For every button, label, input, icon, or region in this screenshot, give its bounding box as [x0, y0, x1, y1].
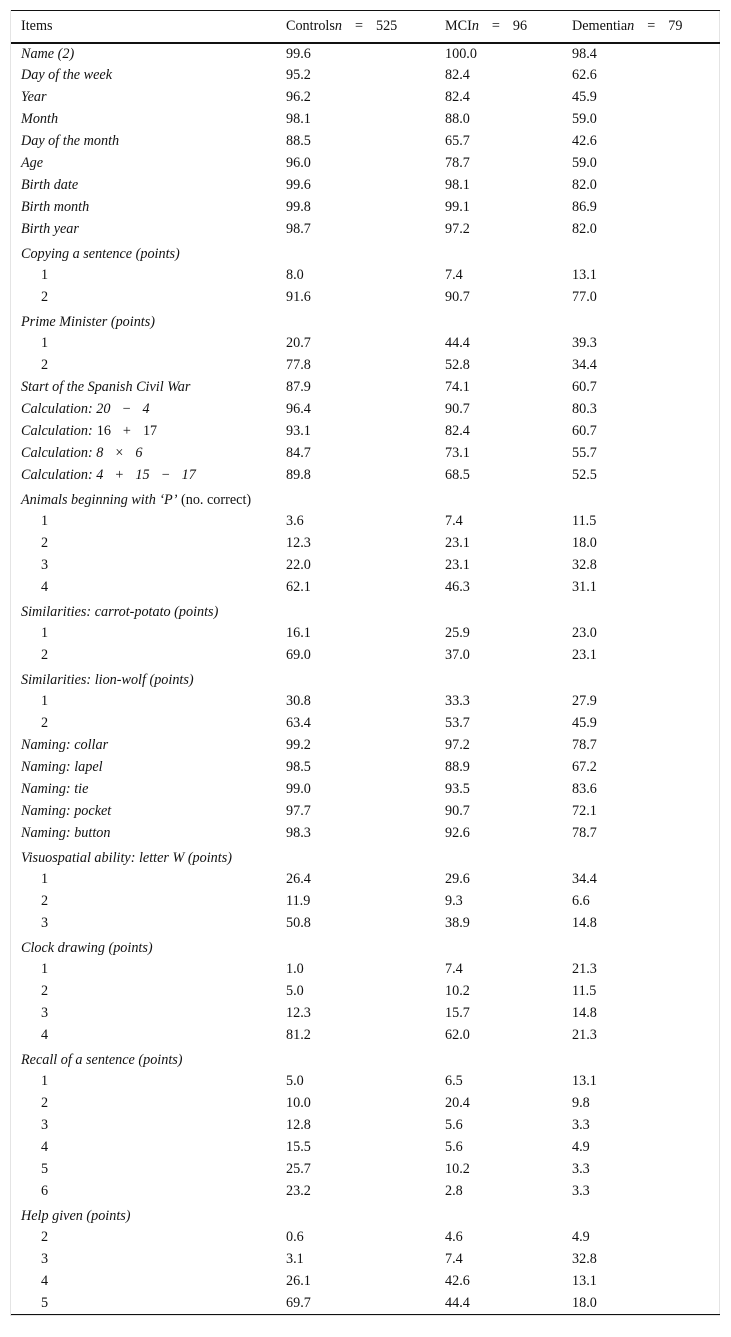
- value-controls: 98.7: [286, 221, 311, 237]
- value-mci: 99.1: [445, 199, 470, 215]
- value-dementia: 23.0: [572, 625, 597, 641]
- value-controls: 0.6: [286, 1229, 304, 1245]
- value-mci: 42.6: [445, 1273, 470, 1289]
- operator: +: [115, 467, 124, 483]
- row-label: Birth date: [21, 177, 79, 193]
- value-controls: 99.2: [286, 737, 311, 753]
- row-label: 2: [41, 647, 49, 663]
- table-row: [11, 287, 720, 309]
- row-label: 1: [41, 693, 49, 709]
- row-label: 1: [41, 513, 49, 529]
- value-controls: 69.0: [286, 647, 311, 663]
- row-label: [11, 487, 720, 511]
- value-controls: 25.7: [286, 1161, 311, 1177]
- header-mci-label: MCI: [445, 17, 472, 34]
- table-row: [11, 131, 720, 153]
- value-dementia: 60.7: [572, 423, 597, 439]
- value-dementia: 78.7: [572, 737, 597, 753]
- operand: Calculation: 8: [21, 445, 104, 461]
- value-controls: 95.2: [286, 67, 311, 83]
- row-label: Month: [21, 111, 59, 127]
- table-row: [11, 1159, 720, 1181]
- row-label: 4: [41, 579, 49, 595]
- row-label: Day of the week: [21, 67, 112, 83]
- results-table: [11, 10, 720, 1315]
- value-dementia: 39.3: [572, 335, 597, 351]
- value-dementia: 32.8: [572, 1251, 597, 1267]
- row-label: Age: [21, 155, 44, 171]
- value-mci: 7.4: [445, 513, 463, 529]
- row-label: 4: [41, 1027, 49, 1043]
- operand: Calculation: 20: [21, 401, 111, 417]
- value-controls: 87.9: [286, 379, 311, 395]
- header-controls-n: n: [334, 17, 342, 34]
- value-dementia: 62.6: [572, 67, 597, 83]
- table-row: [11, 421, 720, 443]
- value-dementia: 32.8: [572, 557, 597, 573]
- value-controls: 98.1: [286, 111, 311, 127]
- value-dementia: 9.8: [572, 1095, 590, 1111]
- value-dementia: 83.6: [572, 781, 597, 797]
- value-mci: 10.2: [445, 1161, 470, 1177]
- value-mci: 23.1: [445, 535, 470, 551]
- header-dementia-label: Dementia: [572, 17, 628, 34]
- table-row: [11, 219, 720, 241]
- header-mci: [435, 11, 562, 43]
- value-controls: 99.8: [286, 199, 311, 215]
- table-row: [11, 599, 720, 623]
- table-row: [11, 1003, 720, 1025]
- value-mci: 97.2: [445, 221, 470, 237]
- table-row: [11, 265, 720, 287]
- header-controls-label: Controls: [286, 17, 335, 34]
- value-mci: 33.3: [445, 693, 470, 709]
- value-controls: 3.6: [286, 513, 304, 529]
- value-controls: 10.0: [286, 1095, 311, 1111]
- value-controls: 23.2: [286, 1183, 311, 1199]
- value-dementia: 82.0: [572, 221, 597, 237]
- table-row: [11, 197, 720, 219]
- value-controls: 22.0: [286, 557, 311, 573]
- table-row: [11, 241, 720, 265]
- row-label: 2: [41, 289, 49, 305]
- operand: 17: [142, 423, 158, 439]
- operand: Calculation: 4: [21, 467, 104, 483]
- value-dementia: 45.9: [572, 715, 597, 731]
- table-row: [11, 1249, 720, 1271]
- value-dementia: 27.9: [572, 693, 597, 709]
- table-row: [11, 443, 720, 465]
- row-label: 2: [41, 357, 49, 373]
- value-controls: 12.3: [286, 1005, 311, 1021]
- row-label: Copying a sentence (points): [21, 245, 180, 262]
- value-controls: 11.9: [286, 893, 311, 909]
- row-label: 3: [41, 1117, 49, 1133]
- table-row: [11, 1203, 720, 1227]
- row-label: 1: [41, 335, 49, 351]
- operand: Calculation:: [21, 423, 93, 439]
- value-mci: 100.0: [445, 45, 477, 62]
- table-row: [11, 1025, 720, 1047]
- value-dementia: 98.4: [572, 45, 597, 62]
- value-mci: 38.9: [445, 915, 470, 931]
- value-controls: 62.1: [286, 579, 311, 595]
- value-mci: 37.0: [445, 647, 470, 663]
- table-row: [11, 981, 720, 1003]
- operator: ×: [115, 445, 124, 461]
- operator: −: [161, 467, 170, 483]
- value-controls: 91.6: [286, 289, 311, 305]
- table-row: [11, 109, 720, 131]
- value-controls: 26.4: [286, 871, 311, 887]
- value-mci: 62.0: [445, 1027, 470, 1043]
- value-controls: 12.3: [286, 535, 311, 551]
- table-row: [11, 823, 720, 845]
- row-label: [11, 443, 276, 465]
- table-row: [11, 1227, 720, 1249]
- row-label: Start of the Spanish Civil War: [21, 379, 191, 395]
- value-dementia: 72.1: [572, 803, 597, 819]
- table-row: [11, 845, 720, 869]
- value-controls: 69.7: [276, 1293, 435, 1315]
- value-mci: 15.7: [445, 1005, 470, 1021]
- row-label: Naming: lapel: [21, 759, 103, 775]
- header-items-label: Items: [21, 17, 53, 34]
- value-dementia: 3.3: [572, 1117, 590, 1133]
- table-row: [11, 555, 720, 577]
- value-mci: 44.4: [445, 335, 470, 351]
- value-mci: 82.4: [445, 423, 470, 439]
- value-controls: 77.8: [286, 357, 311, 373]
- value-mci: 90.7: [445, 803, 470, 819]
- value-dementia: 34.4: [572, 357, 597, 373]
- table-row: [11, 333, 720, 355]
- operand: 16: [96, 423, 111, 439]
- row-label: 4: [41, 1273, 49, 1289]
- value-dementia: 14.8: [572, 1005, 597, 1021]
- value-controls: 93.1: [286, 423, 311, 439]
- header-dementia-count: 79: [668, 17, 683, 34]
- value-dementia: 21.3: [572, 961, 597, 977]
- header-mci-count: 96: [512, 17, 528, 34]
- header-controls: [276, 11, 435, 43]
- value-controls: 88.5: [286, 133, 311, 149]
- row-label: 2: [41, 1229, 49, 1245]
- value-controls: 16.1: [286, 625, 311, 641]
- table-row: [11, 1093, 720, 1115]
- value-mci: 74.1: [445, 379, 470, 395]
- row-label: 1: [41, 267, 49, 283]
- value-dementia: 60.7: [572, 379, 597, 395]
- value-dementia: 3.3: [572, 1183, 590, 1199]
- operand: 6: [135, 445, 143, 461]
- value-mci: 52.8: [445, 357, 470, 373]
- value-controls: 84.7: [286, 445, 311, 461]
- value-mci: 23.1: [445, 557, 470, 573]
- row-label: 3: [41, 1251, 49, 1267]
- value-mci: 44.4: [435, 1293, 562, 1315]
- table-row: [11, 153, 720, 175]
- table-row: [11, 667, 720, 691]
- value-mci: 2.8: [445, 1183, 463, 1199]
- value-mci: 20.4: [445, 1095, 470, 1111]
- value-mci: 7.4: [445, 1251, 463, 1267]
- value-controls: 97.7: [286, 803, 311, 819]
- value-controls: 20.7: [286, 335, 311, 351]
- value-controls: 1.0: [286, 961, 304, 977]
- value-mci: 82.4: [445, 67, 470, 83]
- value-controls: 5.0: [286, 1073, 304, 1089]
- table-row: [11, 645, 720, 667]
- table-row: [11, 175, 720, 197]
- value-mci: 10.2: [445, 983, 470, 999]
- row-label: Birth year: [21, 221, 79, 237]
- operator: −: [122, 401, 131, 417]
- row-label: 3: [41, 915, 49, 931]
- results-table-container: [10, 10, 720, 1316]
- value-dementia: 52.5: [572, 467, 597, 483]
- row-label: 2: [41, 893, 49, 909]
- value-dementia: 11.5: [572, 513, 597, 529]
- row-label-suffix: (no. correct): [177, 491, 252, 508]
- value-mci: 90.7: [445, 401, 470, 417]
- value-mci: 78.7: [445, 155, 470, 171]
- value-dementia: 59.0: [572, 155, 597, 171]
- value-dementia: 21.3: [572, 1027, 597, 1043]
- value-controls: 99.0: [286, 781, 311, 797]
- value-controls: 98.5: [286, 759, 311, 775]
- value-mci: 7.4: [445, 961, 463, 977]
- row-label: 2: [41, 715, 49, 731]
- table-row: [11, 511, 720, 533]
- value-mci: 97.2: [445, 737, 470, 753]
- table-body: [11, 43, 720, 1315]
- row-label: Visuospatial ability: letter W (points): [21, 849, 232, 866]
- value-mci: 29.6: [445, 871, 470, 887]
- row-label: 1: [41, 1073, 49, 1089]
- value-controls: 96.0: [286, 155, 311, 171]
- value-dementia: 13.1: [572, 1073, 597, 1089]
- value-dementia: 55.7: [572, 445, 597, 461]
- value-controls: 15.5: [286, 1139, 311, 1155]
- operand: 15: [135, 467, 150, 483]
- value-dementia: 34.4: [572, 871, 597, 887]
- value-dementia: 67.2: [572, 759, 597, 775]
- table-row: [11, 891, 720, 913]
- table-row: [11, 713, 720, 735]
- row-label: 2: [41, 983, 49, 999]
- value-dementia: 4.9: [572, 1229, 590, 1245]
- value-mci: 7.4: [445, 267, 463, 283]
- value-dementia: 6.6: [572, 893, 590, 909]
- operand: 4: [142, 401, 150, 417]
- value-dementia: 4.9: [572, 1139, 590, 1155]
- row-label: Naming: tie: [21, 781, 89, 797]
- value-controls: 26.1: [286, 1273, 311, 1289]
- value-dementia: 78.7: [572, 825, 597, 841]
- row-label: 5: [11, 1293, 276, 1315]
- table-row: [11, 43, 720, 65]
- table-row: [11, 1293, 720, 1315]
- value-mci: 5.6: [445, 1117, 463, 1133]
- value-mci: 88.0: [445, 111, 470, 127]
- operator: +: [122, 423, 131, 439]
- row-label: 3: [41, 557, 49, 573]
- row-label: Prime Minister (points): [21, 313, 155, 330]
- value-controls: 89.8: [286, 467, 311, 483]
- value-dementia: 45.9: [572, 89, 597, 105]
- table-row: [11, 309, 720, 333]
- header-dementia: [562, 11, 720, 43]
- header-mci-eq: =: [491, 17, 500, 34]
- table-row: [11, 1137, 720, 1159]
- table-row: [11, 779, 720, 801]
- table-row: [11, 377, 720, 399]
- table-row: [11, 959, 720, 981]
- value-dementia: 82.0: [572, 177, 597, 193]
- header-controls-count: 525: [375, 17, 398, 34]
- value-dementia: 80.3: [572, 401, 597, 417]
- value-dementia: 3.3: [572, 1161, 590, 1177]
- row-label: 6: [41, 1183, 49, 1199]
- row-label: [11, 399, 276, 421]
- row-label: Birth month: [21, 199, 90, 215]
- table-row: [11, 355, 720, 377]
- table-row: [11, 87, 720, 109]
- value-mci: 4.6: [445, 1229, 463, 1245]
- table-row: [11, 913, 720, 935]
- value-dementia: 18.0: [572, 535, 597, 551]
- row-label: Name (2): [21, 45, 75, 62]
- row-label: Naming: button: [21, 825, 111, 841]
- value-dementia: 18.0: [562, 1293, 720, 1315]
- value-mci: 93.5: [445, 781, 470, 797]
- table-row: [11, 1047, 720, 1071]
- value-mci: 53.7: [445, 715, 470, 731]
- value-controls: 30.8: [286, 693, 311, 709]
- value-dementia: 13.1: [572, 267, 597, 283]
- value-mci: 46.3: [445, 579, 470, 595]
- row-label: Naming: collar: [21, 737, 109, 753]
- table-row: [11, 935, 720, 959]
- header-mci-n: n: [471, 17, 479, 34]
- table-row: [11, 533, 720, 555]
- row-label: 2: [41, 1095, 49, 1111]
- value-mci: 6.5: [445, 1073, 463, 1089]
- row-label: 1: [41, 625, 49, 641]
- row-label: 2: [41, 535, 49, 551]
- value-dementia: 31.1: [572, 579, 597, 595]
- table-row: [11, 1271, 720, 1293]
- value-dementia: 14.8: [572, 915, 597, 931]
- row-label: Help given (points): [21, 1207, 131, 1224]
- value-controls: 50.8: [286, 915, 311, 931]
- table-row: [11, 691, 720, 713]
- value-controls: 96.2: [286, 89, 311, 105]
- table-row: [11, 623, 720, 645]
- table-row: [11, 801, 720, 823]
- row-label: Naming: pocket: [21, 803, 112, 819]
- value-dementia: 59.0: [572, 111, 597, 127]
- table-header: [11, 11, 720, 43]
- value-controls: 5.0: [286, 983, 304, 999]
- value-controls: 96.4: [286, 401, 311, 417]
- value-mci: 92.6: [445, 825, 470, 841]
- table-row: [11, 577, 720, 599]
- table-row: [11, 735, 720, 757]
- value-dementia: 42.6: [572, 133, 597, 149]
- header-dementia-eq: =: [647, 17, 656, 34]
- table-row: [11, 465, 720, 487]
- row-label: Day of the month: [21, 133, 120, 149]
- header-controls-eq: =: [354, 17, 363, 34]
- row-label: [11, 421, 276, 443]
- value-controls: 99.6: [286, 45, 311, 62]
- value-dementia: 77.0: [572, 289, 597, 305]
- value-controls: 8.0: [286, 267, 304, 283]
- row-label: 5: [41, 1161, 49, 1177]
- value-mci: 88.9: [445, 759, 470, 775]
- row-label: 1: [41, 961, 49, 977]
- value-mci: 65.7: [445, 133, 470, 149]
- value-dementia: 13.1: [572, 1273, 597, 1289]
- value-mci: 25.9: [445, 625, 470, 641]
- table-row: [11, 1181, 720, 1203]
- value-controls: 98.3: [286, 825, 311, 841]
- value-dementia: 86.9: [572, 199, 597, 215]
- row-label: Similarities: lion-wolf (points): [21, 671, 194, 688]
- header-items: [11, 11, 276, 43]
- operand: 17: [181, 467, 196, 483]
- value-controls: 99.6: [286, 177, 311, 193]
- table-row: [11, 757, 720, 779]
- table-row: [11, 399, 720, 421]
- value-dementia: 23.1: [572, 647, 597, 663]
- value-mci: 73.1: [445, 445, 470, 461]
- value-controls: 63.4: [286, 715, 311, 731]
- row-label: 1: [41, 871, 49, 887]
- value-mci: 90.7: [445, 289, 470, 305]
- value-mci: 98.1: [445, 177, 470, 193]
- row-label: 3: [41, 1005, 49, 1021]
- value-mci: 5.6: [445, 1139, 463, 1155]
- value-mci: 82.4: [445, 89, 470, 105]
- table-row: [11, 869, 720, 891]
- row-label: 4: [41, 1139, 49, 1155]
- row-label: Similarities: carrot-potato (points): [21, 603, 219, 620]
- value-controls: 3.1: [286, 1251, 304, 1267]
- table-row: [11, 1115, 720, 1137]
- table-row: [11, 1071, 720, 1093]
- row-label: Recall of a sentence (points): [21, 1051, 183, 1068]
- row-label: Clock drawing (points): [21, 939, 153, 956]
- value-mci: 68.5: [445, 467, 470, 483]
- row-label: Year: [21, 89, 47, 105]
- row-label: [11, 465, 276, 487]
- header-dementia-n: n: [627, 17, 635, 34]
- row-label-text: Animals beginning with ‘P’: [21, 491, 178, 508]
- value-controls: 81.2: [286, 1027, 311, 1043]
- value-controls: 12.8: [286, 1117, 311, 1133]
- value-dementia: 11.5: [572, 983, 597, 999]
- value-mci: 9.3: [445, 893, 463, 909]
- table-row: [11, 65, 720, 87]
- table-row: [11, 487, 720, 511]
